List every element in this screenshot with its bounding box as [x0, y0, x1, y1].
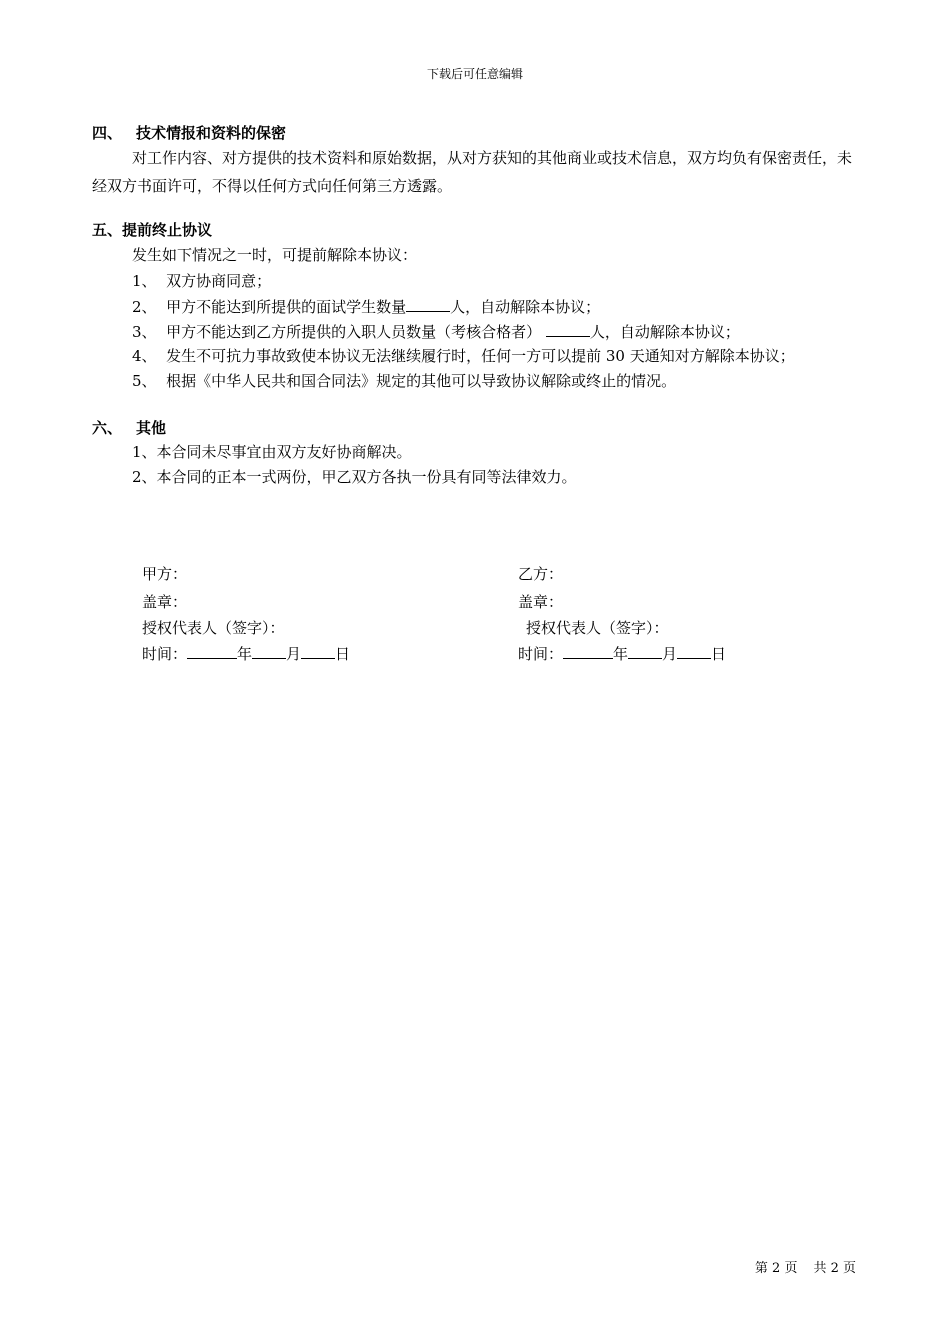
party-a-representative: 授权代表人（签字）： [142, 619, 285, 637]
day-label: 日 [711, 645, 727, 663]
party-b-label: 乙方： [518, 565, 564, 583]
section-5-intro: 发生如下情况之一时，可提前解除本协议： [132, 246, 418, 264]
page-footer [755, 1261, 856, 1277]
fill-blank [546, 321, 590, 337]
section-6-item-2: 2、本合同的正本一式两份，甲乙双方各执一份具有同等法律效力。 [132, 468, 577, 486]
section-6-title [92, 418, 166, 438]
section-6-number: 六、 [92, 419, 123, 437]
year-label: 年 [613, 645, 629, 663]
year-blank [563, 643, 613, 659]
item-number: 1、 [132, 272, 157, 290]
year-blank [187, 643, 237, 659]
section-4-heading: 技术情报和资料的保密 [136, 124, 287, 142]
item-text-pre: 甲方不能达到所提供的面试学生数量 [166, 298, 407, 316]
item-text: 双方协商同意； [166, 272, 272, 290]
section-4-body: 对工作内容、对方提供的技术资料和原始数据，从对方获知的其他商业或技术信息，双方均负有保密责任，未经双方书面许可，不得以任何方式向任何第三方透露。 [92, 149, 853, 195]
month-label: 月 [286, 645, 302, 663]
item-number: 2、 [132, 298, 157, 316]
party-b-date [518, 643, 726, 664]
item-number: 5、 [132, 372, 157, 390]
item-number: 4、 [132, 347, 157, 365]
year-label: 年 [237, 645, 253, 663]
section-5-item-2 [132, 296, 600, 317]
page-number: 第 2 页 [754, 1261, 798, 1276]
month-label: 月 [662, 645, 678, 663]
party-a-date [142, 643, 350, 664]
section-5-item-5 [132, 371, 676, 391]
month-blank [252, 643, 286, 659]
section-4-number: 四、 [92, 124, 123, 142]
day-blank [301, 643, 335, 659]
party-a-seal: 盖章： [142, 593, 188, 611]
item-text: 根据《中华人民共和国合同法》规定的其他可以导致协议解除或终止的情况。 [166, 372, 677, 390]
party-a-label: 甲方： [142, 565, 188, 583]
date-label: 时间： [518, 645, 564, 663]
item-text-post: 人，自动解除本协议； [589, 323, 740, 341]
item-text-post: 人，自动解除本协议； [450, 298, 601, 316]
section-5-item-1 [132, 271, 271, 291]
day-label: 日 [335, 645, 351, 663]
section-5-title: 五、提前终止协议 [92, 221, 213, 239]
page-total: 共 2 页 [813, 1261, 856, 1276]
item-number: 3、 [132, 323, 157, 341]
page-header: 下载后可任意编辑 [426, 67, 523, 81]
date-label: 时间： [142, 645, 188, 663]
party-b-representative: 授权代表人（签字）： [526, 619, 669, 637]
day-blank [677, 643, 711, 659]
month-blank [628, 643, 662, 659]
fill-blank [406, 296, 450, 312]
section-4-title [92, 123, 286, 143]
section-6-heading: 其他 [136, 419, 167, 437]
item-text: 发生不可抗力事故致使本协议无法继续履行时，任何一方可以提前 30 天通知对方解除本协议； [166, 347, 795, 365]
section-6-item-1: 1、本合同未尽事宜由双方友好协商解决。 [132, 443, 412, 461]
section-5-item-4 [132, 346, 795, 366]
party-b-seal: 盖章： [518, 593, 564, 611]
item-text-pre: 甲方不能达到乙方所提供的入职人员数量（考核合格者） [166, 323, 542, 341]
section-5-item-3 [132, 321, 740, 342]
